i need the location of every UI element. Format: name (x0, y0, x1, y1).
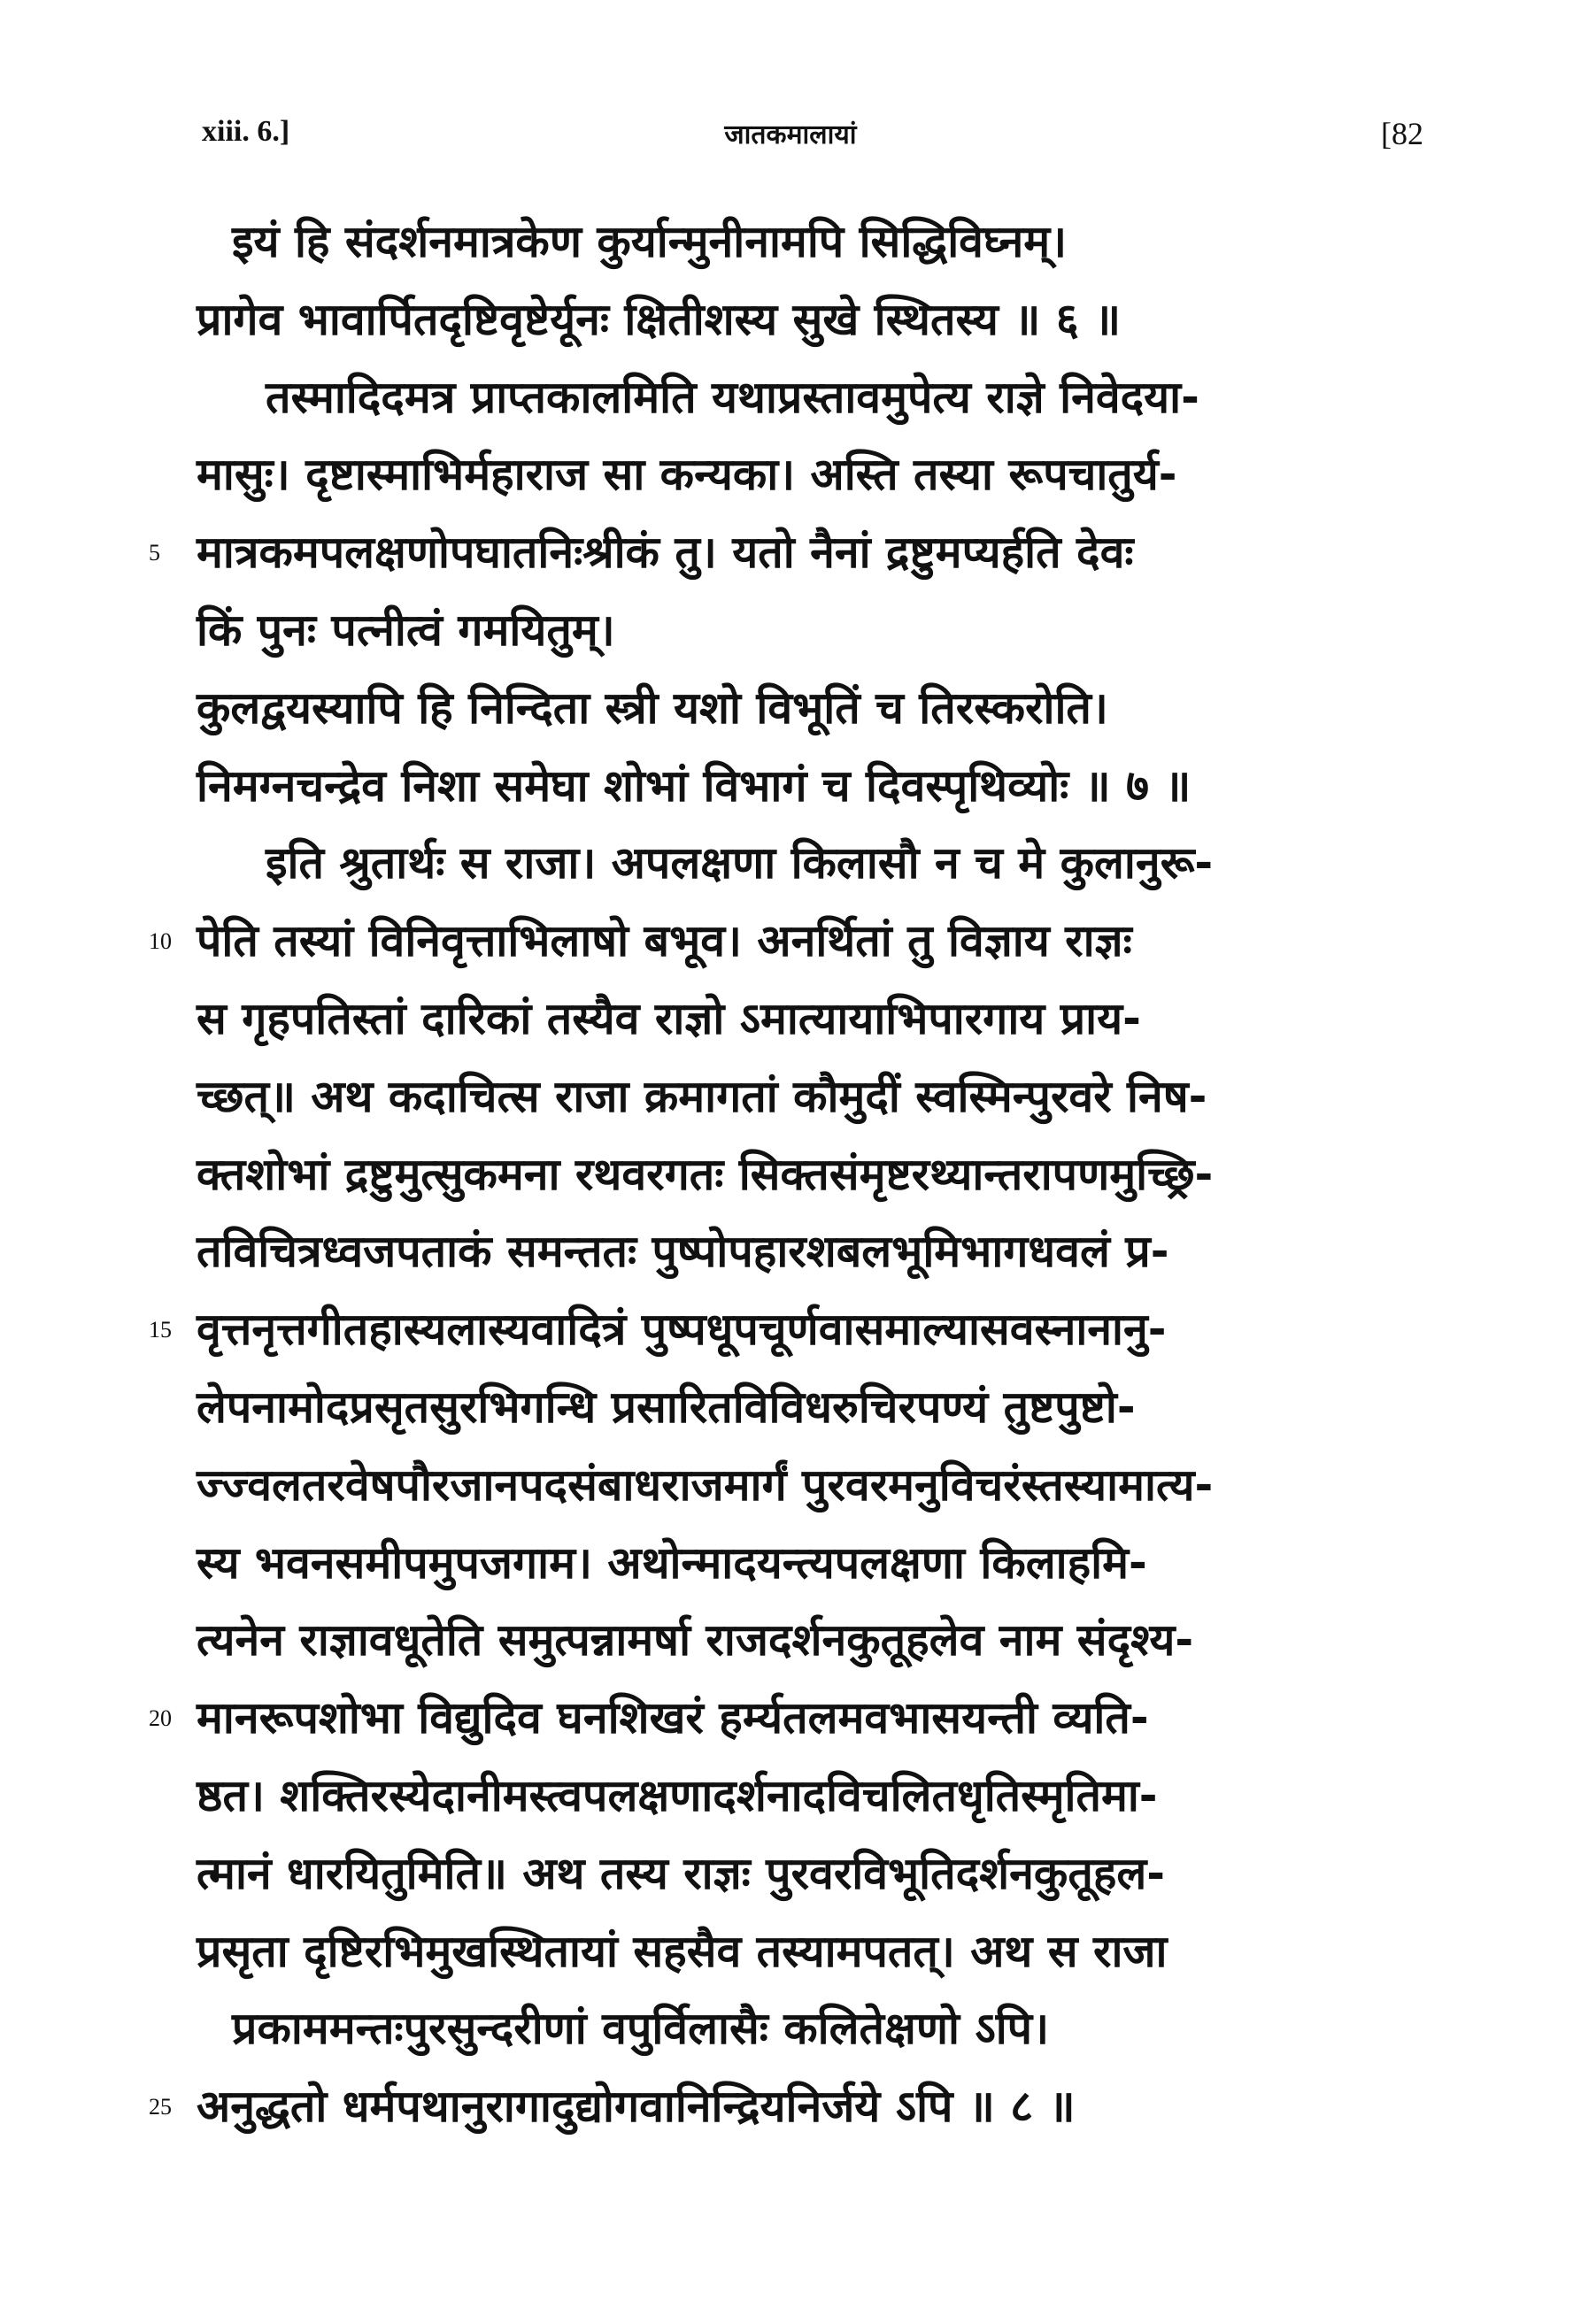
text-line (0, 592, 1581, 670)
text-line (0, 1291, 1581, 1369)
line-text: लेपनामोदप्रसृतसुरभिगन्धि प्रसारितविविधरुचिरपण्यं तुष्टपुष्टो- (197, 1381, 1136, 1433)
text-line (0, 1447, 1581, 1525)
chapter-reference: xiii. 6.] (202, 115, 290, 148)
text-line (0, 981, 1581, 1058)
line-text: प्रकाममन्तःपुरसुन्दरीणां वपुर्विलासैः कलितेक्षणो ऽपि। (232, 2003, 1050, 2055)
text-line (0, 1835, 1581, 1913)
text-line (0, 436, 1581, 514)
line-text: इयं हि संदर्शनमात्रकेण कुर्यान्मुनीनामपि सिद्धिविघ्नम्। (232, 216, 1068, 267)
line-text: स्य भवनसमीपमुपजगाम। अथोन्मादयन्त्यपलक्षणा किलाहमि- (197, 1536, 1147, 1589)
text-line (0, 1602, 1581, 1680)
line-text: निमग्नचन्द्रेव निशा समेघा शोभां विभागं च दिवस्पृथिव्योः ॥ ७ ॥ (197, 759, 1192, 812)
line-text: अनुद्धतो धर्मपथानुरागादुद्योगवानिन्द्रियनिर्जये ऽपि ॥ ८ ॥ (197, 2081, 1076, 2133)
line-number: 25 (149, 2094, 172, 2120)
line-text: त्मानं धारयितुमिति॥ अथ तस्य राज्ञः पुरवरविभूतिदर्शनकुतूहल- (197, 1847, 1166, 1899)
page-number: [82 (1381, 116, 1423, 151)
text-line (0, 1680, 1581, 1758)
text-line (0, 1136, 1581, 1214)
text-line (0, 1758, 1581, 1835)
line-number: 10 (149, 928, 172, 955)
line-text: ष्ठत। शक्तिरस्येदानीमस्त्वपलक्षणादर्शनादविचलितधृतिस्मृतिमा- (197, 1769, 1158, 1821)
line-text: पेति तस्यां विनिवृत्ताभिलाषो बभूव। अनर्थितां तु विज्ञाय राज्ञः (197, 915, 1132, 967)
line-text: इति श्रुतार्थः स राजा। अपलक्षणा किलासौ न च मे कुलानुरू- (266, 837, 1214, 889)
line-text: स गृहपतिस्तां दारिकां तस्यैव राज्ञो ऽमात्यायाभिपारगाय प्राय- (197, 992, 1141, 1044)
text-line (0, 903, 1581, 981)
text-line (0, 1213, 1581, 1291)
text-line (0, 514, 1581, 592)
line-text: त्यनेन राज्ञावधूतेति समुत्पन्नामर्षा राजदर्शनकुतूहलेव नाम संदृश्य- (197, 1614, 1194, 1666)
line-text: मानरूपशोभा विद्युदिव घनशिखरं हर्म्यतलमवभासयन्ती व्यति- (197, 1692, 1149, 1744)
line-text: किं पुनः पत्नीत्वं गमयितुम्। (197, 604, 615, 656)
text-body (0, 204, 1581, 2146)
line-text: प्रसृता दृष्टिरभिमुखस्थितायां सहसैव तस्यामपतत्। अथ स राजा (197, 1925, 1168, 1977)
text-line (0, 1525, 1581, 1603)
line-text: कुलद्वयस्यापि हि निन्दिता स्त्री यशो विभूतिं च तिरस्करोति। (197, 681, 1108, 734)
line-number: 5 (149, 540, 160, 566)
line-number: 20 (149, 1705, 172, 1732)
text-line (0, 1913, 1581, 1991)
text-line (0, 2068, 1581, 2146)
line-number: 15 (149, 1317, 172, 1343)
line-text: वृत्तनृत्तगीतहास्यलास्यवादित्रं पुष्पधूपचूर्णवासमाल्यासवस्नानानु- (197, 1304, 1167, 1356)
text-line (0, 670, 1581, 748)
line-text: प्रागेव भावार्पितदृष्टिवृष्टेर्यूनः क्षितीशस्य सुखे स्थितस्य ॥ ६ ॥ (197, 293, 1122, 345)
text-line (0, 748, 1581, 826)
line-text: ज्ज्वलतरवेषपौरजानपदसंबाधराजमार्गं पुरवरमनुविचरंस्तस्यामात्य- (197, 1458, 1214, 1511)
line-text: च्छत्॥ अथ कदाचित्स राजा क्रमागतां कौमुदीं स्वस्मिन्पुरवरे निष- (197, 1070, 1207, 1122)
text-line (0, 359, 1581, 437)
line-text: क्तशोभां द्रष्टुमुत्सुकमना रथवरगतः सिक्तसंमृष्टरथ्यान्तरापणमुच्छ्रि- (197, 1148, 1214, 1200)
text-line (0, 825, 1581, 903)
text-line (0, 1058, 1581, 1136)
line-text: मासुः। दृष्टास्माभिर्महाराज सा कन्यका। अस्ति तस्या रूपचातुर्य- (197, 449, 1177, 501)
text-line (0, 204, 1581, 281)
text-line (0, 1369, 1581, 1447)
line-text: तस्मादिदमत्र प्राप्तकालमिति यथाप्रस्तावमुपेत्य राज्ञे निवेदया- (266, 371, 1199, 423)
line-text: तविचित्रध्वजपताकं समन्ततः पुष्पोपहारशबलभूमिभागधवलं प्र- (197, 1226, 1169, 1278)
text-line (0, 281, 1581, 359)
text-line (0, 1990, 1581, 2068)
running-title: जातकमालायां (724, 119, 857, 150)
line-text: मात्रकमपलक्षणोपघातनिःश्रीकं तु। यतो नैनां द्रष्टुमप्यर्हति देवः (197, 527, 1134, 579)
running-header (0, 115, 1581, 168)
